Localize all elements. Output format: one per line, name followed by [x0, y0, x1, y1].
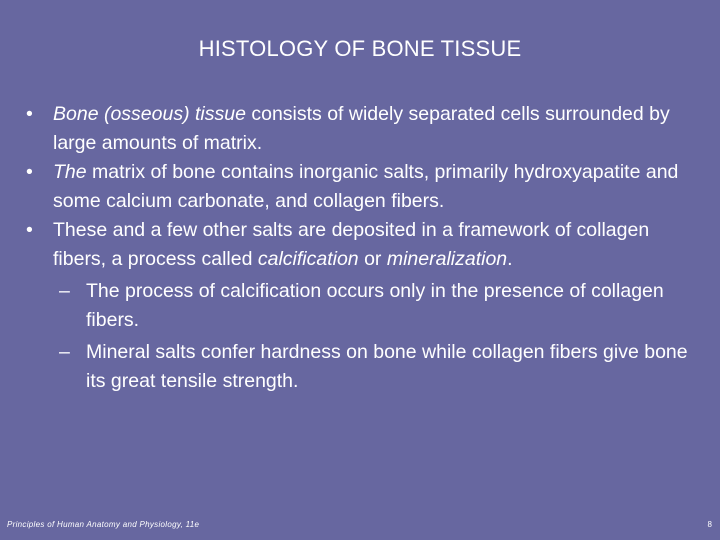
bullet-italic-lead: The [53, 161, 87, 183]
bullet-text: or [358, 248, 387, 270]
bullet-marker: • [26, 219, 33, 241]
bullet-text: These and a few other salts are deposited in a framework of collagen fibers, a process called [53, 219, 650, 270]
bullet-item [26, 216, 706, 274]
bullet-item [26, 100, 706, 158]
bullet-text: matrix of bone contains inorganic salts, primarily hydroxyapatite and some calcium carbonate, and collagen fibers. [53, 161, 679, 212]
sub-bullet-text: Mineral salts confer hardness on bone while collagen fibers give bone its great tensile strength. [86, 341, 688, 392]
bullet-list [26, 100, 706, 396]
bullet-marker: • [26, 161, 33, 183]
bullet-italic-lead: Bone (osseous) tissue [53, 103, 246, 125]
bullet-item [26, 158, 706, 216]
bullet-text: . [507, 248, 513, 270]
term-mineralization: mineralization [386, 248, 508, 270]
sub-bullet-marker: – [59, 280, 70, 302]
bullet-text: consists of widely separated cells surrounded by large amounts of matrix. [53, 103, 670, 154]
page-number: 8 [707, 520, 712, 529]
sub-bullet-marker: – [59, 341, 70, 363]
bullet-marker: • [26, 103, 33, 125]
footer-source: Principles of Human Anatomy and Physiology, 11e [7, 520, 200, 529]
term-calcification: calcification [257, 248, 359, 270]
sub-bullet-text: The process of calcification occurs only in the presence of collagen fibers. [86, 280, 664, 331]
sub-bullet-item [26, 338, 706, 396]
slide-title: HISTOLOGY OF BONE TISSUE [198, 36, 522, 61]
sub-bullet-item [26, 277, 706, 335]
